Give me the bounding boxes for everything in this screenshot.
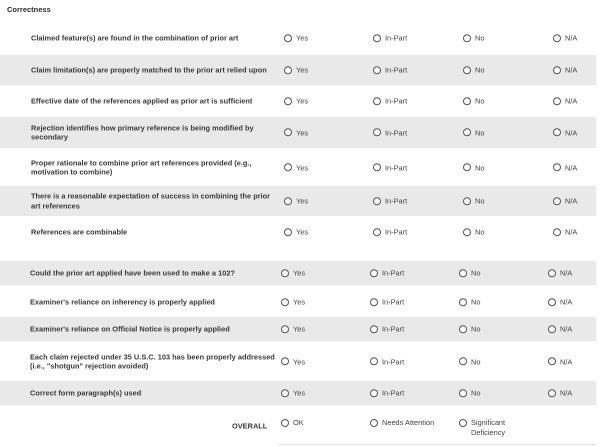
option-na[interactable]: N/A [548,268,572,278]
radio-circle-icon[interactable] [459,269,467,277]
option-yes[interactable]: Yes [284,96,308,106]
overall-row [0,410,596,442]
option-yes[interactable]: Yes [281,357,305,367]
bottom-divider [278,444,596,445]
question-label: Proper rationale to combine prior art references provided (e.g., motivation to combine) [31,158,252,177]
radio-circle-icon[interactable] [284,129,292,137]
radio-circle-icon[interactable] [459,419,467,427]
radio-circle-icon[interactable] [373,97,381,105]
question-label: Rejection identifies how primary reference is being modified by secondary [31,123,254,142]
option-na[interactable]: N/A [553,196,577,206]
option-no[interactable]: No [463,196,484,206]
radio-circle-icon[interactable] [459,325,467,333]
radio-circle-icon[interactable] [281,389,289,397]
option-no[interactable]: No [459,297,480,307]
section-title: Correctness [7,5,51,14]
radio-circle-icon[interactable] [370,419,378,427]
option-yes[interactable]: Yes [284,65,308,75]
radio-circle-icon[interactable] [459,358,467,366]
question-row-claimed-features [0,26,596,50]
option-no[interactable]: No [463,65,484,75]
option-needs-attention[interactable]: Needs Attention [370,418,434,428]
option-na[interactable]: N/A [553,65,577,75]
question-label: Claimed feature(s) are found in the combination of prior art [31,33,239,43]
radio-circle-icon[interactable] [553,34,561,42]
option-yes[interactable]: Yes [284,227,308,237]
question-label: Could the prior art applied have been used to make a 102? [30,268,235,278]
radio-circle-icon[interactable] [281,358,289,366]
question-row-could-be-102 [0,261,596,285]
option-no[interactable]: No [459,324,480,334]
radio-circle-icon[interactable] [370,325,378,333]
option-na[interactable]: N/A [548,324,572,334]
radio-circle-icon[interactable] [553,66,561,74]
option-in-part[interactable]: In-Part [370,388,404,398]
option-in-part[interactable]: In-Part [373,128,407,138]
radio-circle-icon[interactable] [553,228,561,236]
option-yes[interactable]: Yes [281,388,305,398]
radio-circle-icon[interactable] [370,269,378,277]
option-no[interactable]: No [463,96,484,106]
question-row-official-notice [0,317,596,341]
option-yes[interactable]: Yes [284,163,308,173]
radio-circle-icon[interactable] [281,298,289,306]
option-ok[interactable]: OK [281,418,304,428]
option-yes[interactable]: Yes [281,268,305,278]
radio-circle-icon[interactable] [370,389,378,397]
radio-circle-icon[interactable] [281,325,289,333]
option-yes[interactable]: Yes [284,33,308,43]
option-yes[interactable]: Yes [281,324,305,334]
radio-circle-icon[interactable] [373,228,381,236]
option-yes[interactable]: Yes [281,297,305,307]
option-no[interactable]: No [459,268,480,278]
option-na[interactable]: N/A [553,227,577,237]
radio-circle-icon[interactable] [370,298,378,306]
radio-circle-icon[interactable] [553,197,561,205]
option-in-part[interactable]: In-Part [373,196,407,206]
option-no[interactable]: No [463,163,484,173]
radio-circle-icon[interactable] [548,269,556,277]
option-no[interactable]: No [459,388,480,398]
question-row-correct-form-paragraph [0,381,596,405]
radio-circle-icon[interactable] [553,97,561,105]
radio-circle-icon[interactable] [284,228,292,236]
question-label: References are combinable [31,227,128,237]
question-label: Each claim rejected under 35 U.S.C. 103 has been properly addressed (i.e., "shotgun" rejection avoided) [30,352,275,371]
question-label: Examiner's reliance on inherency is properly applied [30,297,215,307]
option-in-part[interactable]: In-Part [370,324,404,334]
question-row-each-claim-rejected [0,346,596,377]
radio-circle-icon[interactable] [284,66,292,74]
question-row-rejection-identifies [0,117,596,148]
radio-circle-icon[interactable] [373,66,381,74]
question-row-claim-limitations [0,55,596,85]
option-na[interactable]: N/A [548,297,572,307]
radio-circle-icon[interactable] [463,97,471,105]
option-no[interactable]: No [459,357,480,367]
radio-circle-icon[interactable] [548,325,556,333]
option-in-part[interactable]: In-Part [373,33,407,43]
radio-circle-icon[interactable] [548,358,556,366]
option-in-part[interactable]: In-Part [370,357,404,367]
option-in-part[interactable]: In-Part [373,227,407,237]
overall-label: OVERALL [232,421,268,431]
radio-circle-icon[interactable] [284,97,292,105]
radio-circle-icon[interactable] [463,129,471,137]
question-row-inherency [0,290,596,314]
radio-circle-icon[interactable] [373,197,381,205]
question-row-effective-date [0,89,596,113]
radio-circle-icon[interactable] [281,419,289,427]
radio-circle-icon[interactable] [463,66,471,74]
question-label: There is a reasonable expectation of success in combining the prior art references [31,191,271,210]
option-na[interactable]: N/A [553,96,577,106]
question-row-references-combinable [0,220,596,244]
option-no[interactable]: No [463,227,484,237]
option-yes[interactable]: Yes [284,196,308,206]
radio-circle-icon[interactable] [281,269,289,277]
radio-circle-icon[interactable] [284,34,292,42]
question-label: Effective date of the references applied as prior art is sufficient [31,96,253,106]
question-label: Correct form paragraph(s) used [30,388,142,398]
radio-circle-icon[interactable] [373,164,381,172]
radio-circle-icon[interactable] [373,129,381,137]
radio-circle-icon[interactable] [373,34,381,42]
option-na[interactable]: N/A [548,357,572,367]
radio-circle-icon[interactable] [463,34,471,42]
radio-circle-icon[interactable] [463,228,471,236]
option-na[interactable]: N/A [553,33,577,43]
option-in-part[interactable]: In-Part [373,163,407,173]
option-in-part[interactable]: In-Part [373,96,407,106]
option-in-part[interactable]: In-Part [370,268,404,278]
option-na[interactable]: N/A [553,163,577,173]
radio-circle-icon[interactable] [553,129,561,137]
option-yes[interactable]: Yes [284,128,308,138]
radio-circle-icon[interactable] [284,197,292,205]
option-na[interactable]: N/A [553,128,577,138]
question-row-reasonable-expectation [0,186,596,216]
radio-circle-icon[interactable] [548,298,556,306]
radio-circle-icon[interactable] [463,197,471,205]
question-label: Claim limitation(s) are properly matched to the prior art relied upon [31,65,267,75]
option-na[interactable]: N/A [548,388,572,398]
option-significant-deficiency[interactable]: Significant Deficiency [459,418,519,437]
question-row-proper-rationale [0,152,596,183]
radio-circle-icon[interactable] [463,164,471,172]
option-no[interactable]: No [463,128,484,138]
radio-circle-icon[interactable] [553,164,561,172]
option-in-part[interactable]: In-Part [373,65,407,75]
option-no[interactable]: No [463,33,484,43]
question-label: Examiner's reliance on Official Notice is properly applied [30,324,230,334]
radio-circle-icon[interactable] [459,389,467,397]
radio-circle-icon[interactable] [459,298,467,306]
radio-circle-icon[interactable] [548,389,556,397]
radio-circle-icon[interactable] [370,358,378,366]
option-in-part[interactable]: In-Part [370,297,404,307]
radio-circle-icon[interactable] [284,164,292,172]
